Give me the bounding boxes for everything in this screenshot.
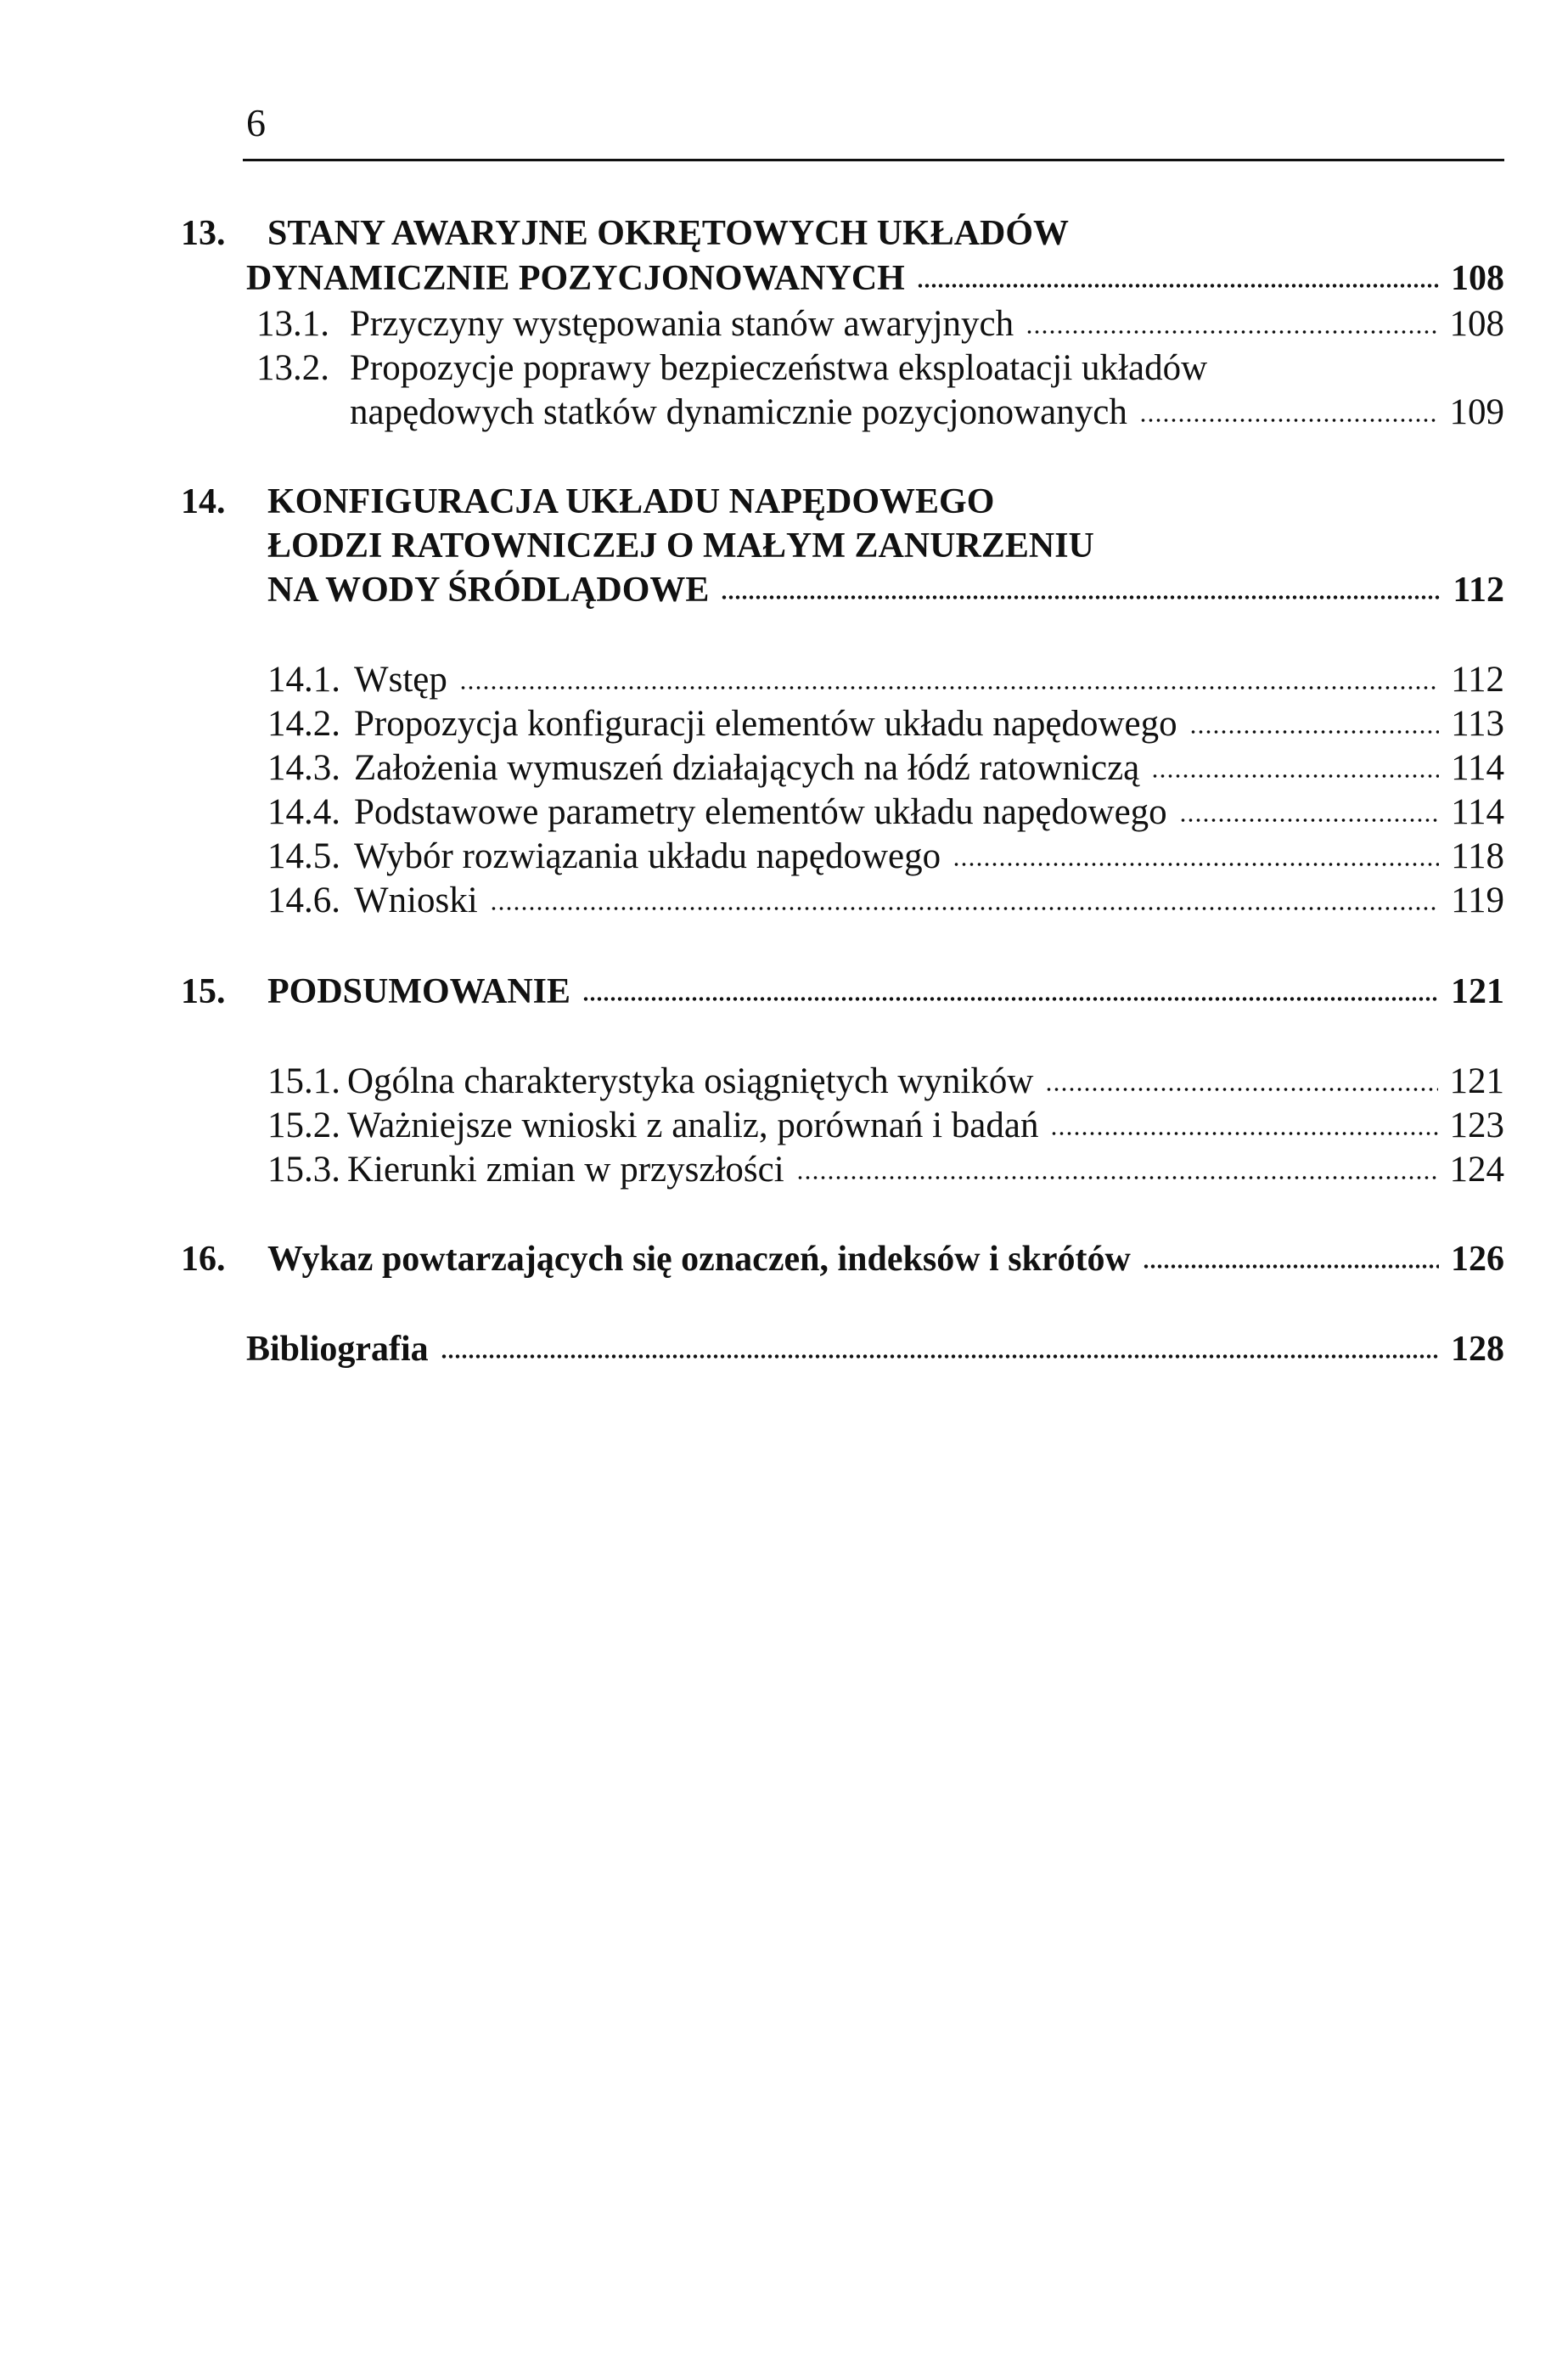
toc-title: Wnioski	[354, 881, 478, 920]
dot-leader	[953, 863, 1439, 866]
toc-number: 16.	[181, 1240, 226, 1279]
toc-entry-bibliografia	[246, 1331, 1504, 1367]
dot-leader	[1050, 1132, 1437, 1135]
toc-title: Przyczyny występowania stanów awaryjnych	[350, 304, 1014, 344]
toc-entry-13-1	[256, 306, 1504, 342]
toc-entry-13-2-line2	[350, 394, 1504, 430]
toc-page: 109	[1449, 392, 1504, 432]
toc-entry-14-3	[267, 750, 1504, 786]
toc-page: 121	[1451, 972, 1504, 1011]
toc-number: 15.	[181, 972, 226, 1011]
toc-number: 14.3.	[267, 748, 340, 788]
toc-title: DYNAMICZNIE POZYCJONOWANYCH	[246, 259, 905, 298]
toc-title: ŁODZI RATOWNICZEJ O MAŁYM ZANURZENIU	[267, 526, 1094, 565]
dot-leader	[582, 997, 1439, 1001]
toc-page: 124	[1449, 1150, 1504, 1190]
dot-leader	[796, 1176, 1438, 1179]
toc-page: 128	[1451, 1330, 1504, 1369]
page-number: 6	[246, 101, 266, 144]
toc-page: 114	[1451, 748, 1504, 788]
dot-leader	[459, 686, 1439, 689]
toc-page: 112	[1453, 571, 1504, 610]
toc-number: 13.	[181, 214, 226, 253]
toc-number: 14.5.	[267, 836, 340, 876]
toc-entry-15-1	[267, 1063, 1504, 1100]
toc-entry-15-3	[267, 1151, 1504, 1188]
toc-number: 14.1.	[267, 660, 340, 700]
toc-entry-14-line2	[267, 528, 1094, 564]
toc-title: Ogólna charakterystyka osiągniętych wyników	[347, 1061, 1034, 1101]
dot-leader	[441, 1354, 1439, 1359]
dot-leader	[721, 595, 1440, 599]
toc-title: PODSUMOWANIE	[267, 972, 571, 1011]
toc-entry-16	[181, 1241, 1504, 1277]
toc-entry-15-2	[267, 1107, 1504, 1144]
toc-entry-14-2	[267, 706, 1504, 742]
toc-title: Propozycje poprawy bezpieczeństwa eksploatacji układów	[350, 348, 1208, 388]
toc-title: Wstęp	[354, 660, 447, 700]
dot-leader	[1139, 419, 1438, 422]
toc-entry-14-line1	[181, 484, 994, 520]
toc-entry-14-1	[267, 661, 1504, 698]
toc-entry-14-5	[267, 838, 1504, 875]
toc-title: STANY AWARYJNE OKRĘTOWYCH UKŁADÓW	[267, 214, 1070, 253]
toc-title: NA WODY ŚRÓDLĄDOWE	[267, 571, 710, 610]
toc-page: 123	[1449, 1106, 1504, 1145]
header-rule	[243, 159, 1504, 161]
dot-leader	[1045, 1088, 1437, 1091]
toc-title: napędowych statków dynamicznie pozycjonowanych	[350, 392, 1127, 432]
toc-title: Założenia wymuszeń działających na łódź ratowniczą	[354, 748, 1140, 788]
toc-number: 13.2.	[256, 348, 329, 388]
dot-leader	[1026, 330, 1437, 334]
toc-title: Propozycja konfiguracji elementów układu napędowego	[354, 704, 1177, 744]
toc-page: 114	[1451, 792, 1504, 832]
toc-title: Wykaz powtarzających się oznaczeń, indeksów i skrótów	[267, 1240, 1131, 1279]
toc-page: 121	[1449, 1061, 1504, 1101]
dot-leader	[1179, 819, 1439, 822]
toc-title: Podstawowe parametry elementów układu napędowego	[354, 792, 1167, 832]
toc-page: 113	[1451, 704, 1504, 744]
dot-leader	[1151, 774, 1439, 778]
toc-page: 112	[1451, 660, 1504, 700]
toc-entry-15	[181, 974, 1504, 1010]
dot-leader	[1189, 730, 1440, 734]
toc-number: 15.1.	[267, 1061, 340, 1101]
toc-page: 118	[1451, 836, 1504, 876]
toc-title: Ważniejsze wnioski z analiz, porównań i badań	[347, 1106, 1039, 1145]
toc-number: 15.3.	[267, 1150, 340, 1190]
toc-entry-14-4	[267, 794, 1504, 830]
toc-entry-13-line1	[181, 216, 1069, 251]
toc-entry-14-6	[267, 882, 1504, 919]
toc-number: 14.	[181, 482, 226, 521]
dot-leader	[917, 284, 1439, 288]
toc-number: 15.2.	[267, 1106, 340, 1145]
toc-title: KONFIGURACJA UKŁADU NAPĘDOWEGO	[267, 482, 995, 521]
toc-page: 108	[1451, 259, 1504, 298]
toc-number: 14.6.	[267, 881, 340, 920]
toc-title: Wybór rozwiązania układu napędowego	[354, 836, 941, 876]
toc-page: 126	[1451, 1240, 1504, 1279]
toc-entry-13-line2	[246, 261, 1504, 296]
dot-leader	[1143, 1264, 1439, 1269]
toc-title: Kierunki zmian w przyszłości	[347, 1150, 784, 1190]
toc-entry-13-2-line1	[256, 350, 1207, 386]
toc-number: 13.1.	[256, 304, 329, 344]
toc-number: 14.4.	[267, 792, 340, 832]
toc-entry-14-line3	[267, 572, 1504, 608]
toc-number: 14.2.	[267, 704, 340, 744]
toc-page: 119	[1451, 881, 1504, 920]
toc-title: Bibliografia	[246, 1330, 429, 1369]
dot-leader	[490, 907, 1439, 910]
toc-page: 108	[1449, 304, 1504, 344]
